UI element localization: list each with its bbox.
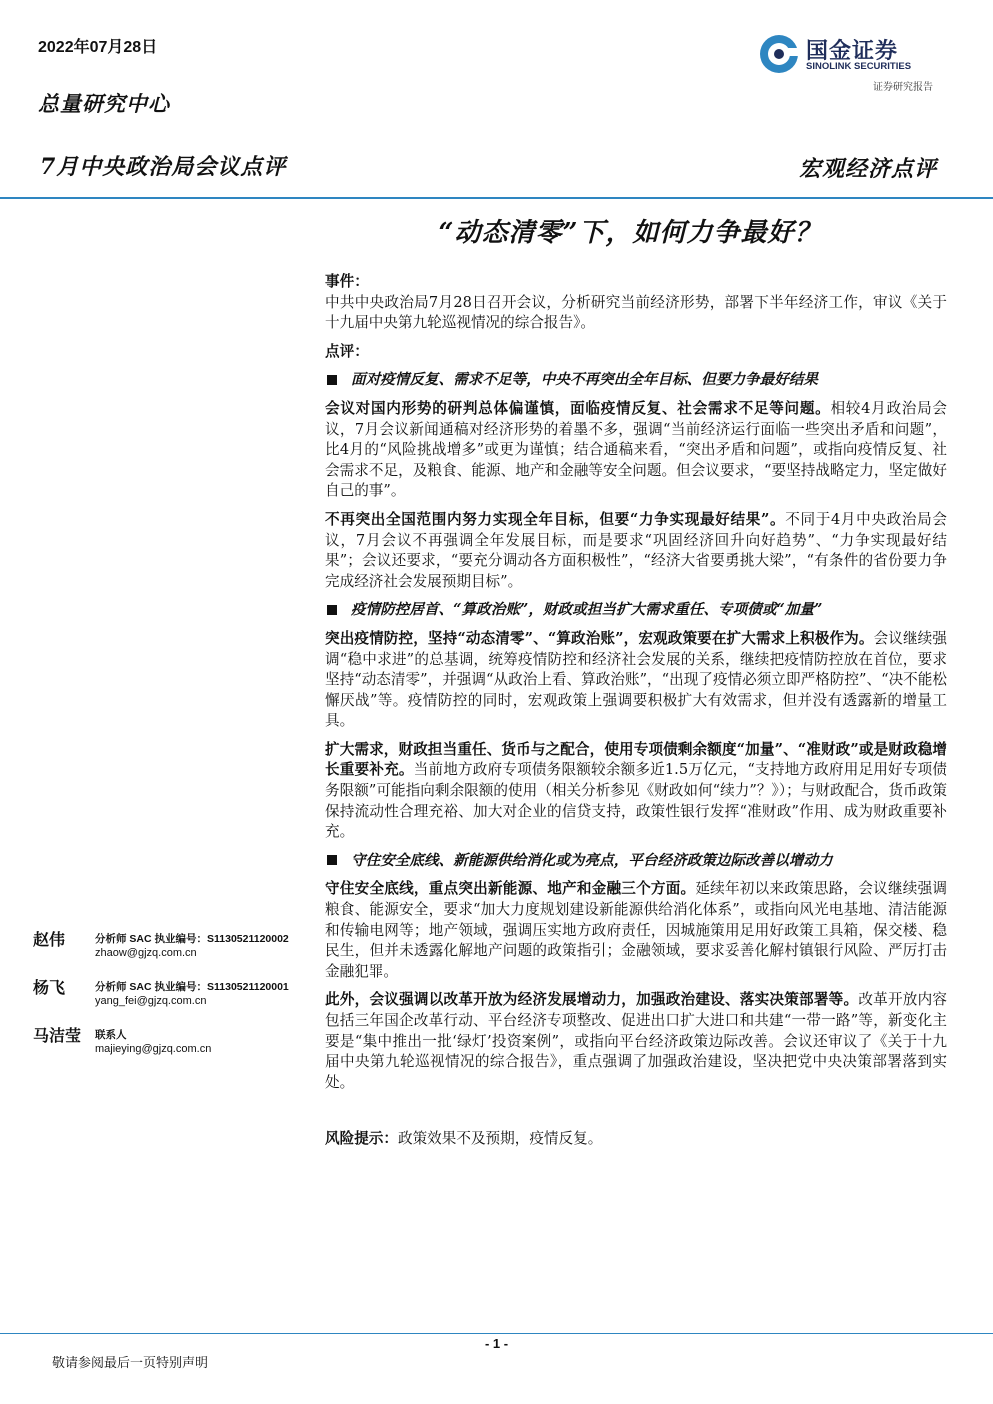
section-heading: 守住安全底线、新能源供给消化或为亮点，平台经济政策边际改善以增动力	[325, 851, 947, 872]
analyst-role: 分析师 SAC 执业编号：S1130521120002	[95, 933, 289, 945]
report-title: “动态清零”下，如何力争最好？	[438, 218, 822, 248]
comment-label: 点评：	[325, 342, 369, 360]
logo-subtitle: 证券研究报告	[873, 82, 933, 93]
disclaimer-notice: 敬请参阅最后一页特别声明	[52, 1356, 209, 1371]
section-heading: 面对疫情反复、需求不足等，中央不再突出全年目标、但要力争最好结果	[325, 370, 947, 391]
event-text: 中共中央政治局7月28日召开会议，分析研究当前经济形势，部署下半年经济工作，审议《关于十九届中央第九轮巡视情况的综合报告》。	[325, 293, 947, 332]
paragraph: 突出疫情防控，坚持“动态清零”、“算政治账”，宏观政策要在扩大需求上积极作为。会议继续强调“稳中求进”的总基调，统筹疫情防控和经济社会发展的关系，继续把疫情防控放在首位，要求坚持“动态清零”，并强调“从政治上看、算政治账”，“出现了疫情必须立即严格防控”、“决不能松懈厌战”等。疫情防控的同时，宏观政策上强调要积极扩大有效需求，但并没有透露新的增量工具。	[325, 629, 947, 730]
report-date: 2022年07月28日	[38, 39, 158, 56]
paragraph: 不再突出全国范围内努力实现全年目标，但要“力争实现最好结果”。不同于4月中央政治局会议，7月会议不再强调全年发展目标，而是要求“巩固经济回升向好趋势”、“力争实现最好结果”；会议还要求，“要充分调动各方面积极性”，“经济大省要勇挑大梁”，“有条件的省份要力争完成经济社会发展预期目标”。	[325, 510, 947, 590]
research-center: 总量研究中心	[38, 91, 170, 116]
paragraph: 会议对国内形势的研判总体偏谨慎，面临疫情反复、社会需求不足等问题。相较4月政治局会议，7月会议新闻通稿对经济形势的着墨不多，强调“当前经济运行面临一些突出矛盾和问题”，比4月的“风险挑战增多”或更为谨慎；结合通稿来看，“突出矛盾和问题”，或指向疫情反复、社会需求不足，及粮食、能源、地产和金融等安全问题。但会议要求，“要坚持战略定力，坚定做好自己的事”。	[325, 399, 947, 500]
analyst-email[interactable]: zhaow@gjzq.com.cn	[95, 947, 197, 959]
event-label: 事件：	[325, 273, 369, 290]
risk-warning: 风险提示：政策效果不及预期，疫情反复。	[325, 1130, 603, 1148]
bullet-square-icon	[327, 855, 337, 865]
analyst-list	[33, 927, 313, 1071]
report-body	[325, 272, 947, 1150]
header-divider	[0, 197, 993, 199]
paragraph: 此外，会议强调以改革开放为经济发展增动力，加强政治建设、落实决策部署等。改革开放内容包括三年国企改革行动、平台经济专项整改、促进出口扩大进口和共建“一带一路”等，新变化主要是“集中推出一批‘绿灯’投资案例”，或指向平台经济政策边际改善。会议还审议了《关于十九届中央第九轮巡视情况的综合报告》，重点强调了加强政治建设，坚决把党中央决策部署落到实处。	[325, 991, 947, 1091]
analyst-entry	[33, 1023, 313, 1071]
report-subject: 7月中央政治局会议点评	[40, 154, 287, 180]
analyst-role: 联系人	[95, 1029, 127, 1041]
logo-chinese-name: 国金证券	[806, 38, 899, 63]
analyst-entry	[33, 975, 313, 1023]
logo-english-name: SINOLINK SECURITIES	[806, 61, 912, 72]
footer-divider	[0, 1333, 993, 1334]
section-heading: 疫情防控居首、“算政治账”，财政或担当扩大需求重任、专项债或“加量”	[325, 600, 947, 621]
analyst-name: 赵伟	[33, 930, 66, 949]
bullet-square-icon	[327, 605, 337, 615]
analyst-email[interactable]: majieying@gjzq.com.cn	[95, 1043, 212, 1055]
paragraph: 扩大需求，财政担当重任、货币与之配合，使用专项债剩余额度“加量”、“准财政”或是财政稳增长重要补充。当前地方政府专项债务限额较余额多近1.5万亿元，“支持地方政府用足用好专项债务限额”可能指向剩余限额的使用（相关分析参见《财政如何“续力”？》）；与财政配合，货币政策保持流动性合理充裕、加大对企业的信贷支持，政策性银行发挥“准财政”作用、成为财政重要补充。	[325, 740, 947, 841]
page-number: - 1 -	[484, 1336, 509, 1351]
bullet-square-icon	[327, 375, 337, 385]
analyst-name: 马洁莹	[33, 1026, 82, 1045]
analyst-email[interactable]: yang_fei@gjzq.com.cn	[95, 995, 207, 1007]
paragraph: 守住安全底线，重点突出新能源、地产和金融三个方面。延续年初以来政策思路，会议继续强调粮食、能源安全，要求“加大力度规划建设新能源供给消化体系”，或指向风光电基地、清洁能源和传输电网等；地产领域，强调压实地方政府责任，因城施策用足用好政策工具箱，保交楼、稳民生，但并未透露化解地产问题的政策指引；金融领域，要求妥善化解村镇银行风险、严厉打击金融犯罪。	[325, 880, 947, 980]
report-category: 宏观经济点评	[798, 156, 937, 182]
analyst-name: 杨飞	[33, 978, 66, 997]
analyst-role: 分析师 SAC 执业编号：S1130521120001	[95, 981, 289, 993]
analyst-entry	[33, 927, 313, 975]
